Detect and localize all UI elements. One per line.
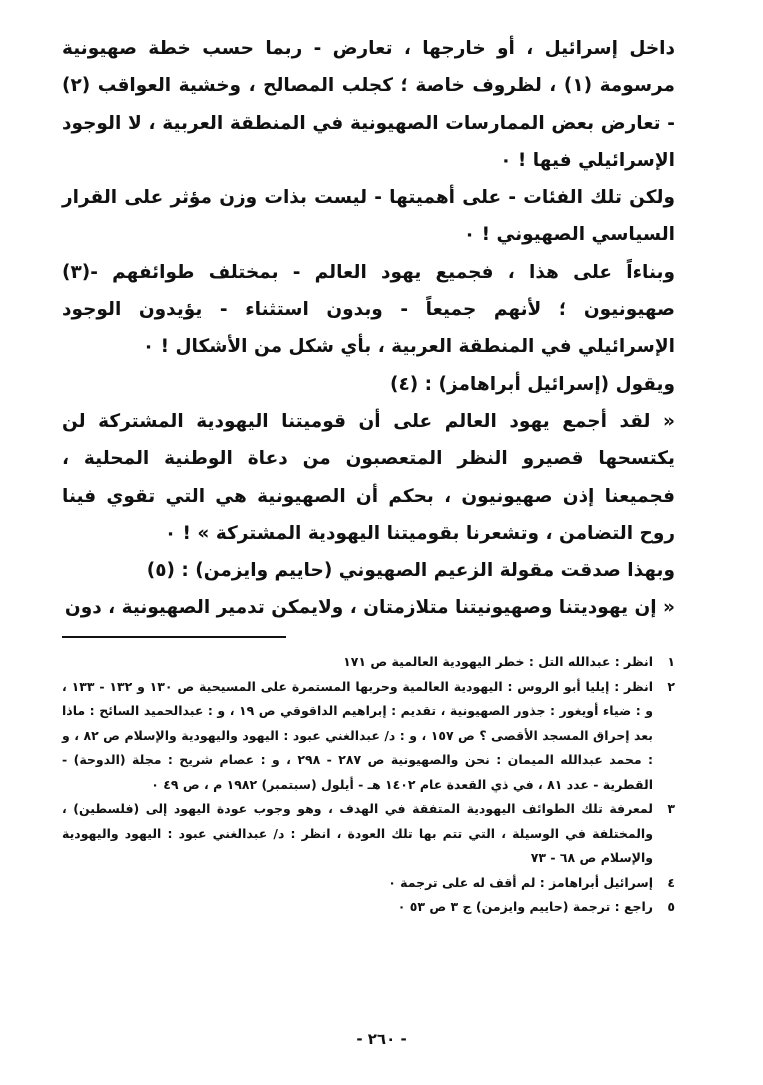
quote-paragraph: « إن يهوديتنا وصهيونيتنا متلازمتان ، ولايمكن تدمير الصهيونية ، دون [64, 597, 675, 619]
footnotes [62, 650, 675, 920]
paragraph: وبهذا صدقت مقولة الزعيم الصهيوني (حاييم وايزمن) : (٥) [146, 560, 675, 582]
footnote-text: انظر : إيليا أبو الروس : اليهودية العالمية وحربها المستمرة على المسيحية ص ١٣٠ و ١٣٢ - ١٣٣ ، و : ضياء أويغور : جذور الصهيونية ، تقديم : إبراهيم الداقوقي ص ١٩ ، و : عبدالحميد السائح : ماذا بعد إحراق المسجد الأقصى ؟ ص ١٥٧ ، و : د/ عبدالغني عبود : اليهود واليهودية والإسلام ص ٨٢ ، و : محمد عبدالله الميمان : نحن والصهيونية ص ٢٨٧ - ٢٩٨ ، و : عصام شريح : مجلة (الدوحة) - القطرية - عدد ٨١ ، في ذي القعدة عام ١٤٠٢ هـ - أيلول (سبتمبر) ١٩٨٢ م ، ص ٤٩ ٠ [62, 678, 653, 792]
paragraph: وبناءاً على هذا ، فجميع يهود العالم - بمختلف طوائفهم -(٣) صهيونيون ؛ لأنهم جميعاً - وبدون استثناء - يؤيدون الوجود الإسرائيلي في المنطقة العربية ، بأي شكل من الأشكال ! ٠ [62, 261, 675, 358]
footnote-number: ١ [667, 654, 675, 669]
main-text [62, 30, 675, 627]
footnote-number: ٢ [667, 678, 675, 694]
footnote-number: ٤ [667, 874, 675, 890]
footnote-text: إسرائيل أبراهامز : لم أقف له على ترجمة ٠ [388, 874, 653, 890]
footnote-text: لمعرفة تلك الطوائف اليهودية المتفقة في الهدف ، وهو وجوب عودة اليهود إلى (فلسطين) ، والمختلفة في الوسيلة ، التي تتم بها تلك العودة ، انظر : د/ عبدالغني عبود : اليهود واليهودية والإسلام ص ٦٨ - ٧٣ [62, 801, 653, 865]
quote-paragraph: « لقد أجمع يهود العالم على أن قوميتنا اليهودية المشتركة لن يكتسحها قصيرو النظر المتعصبون من دعاة الوطنية المحلية ، فجميعنا إذن صهيونيون ، بحكم أن الصهيونية هي التي تقوي فينا روح التضامن ، وتشعرنا بقوميتنا اليهودية المشتركة » ! ٠ [62, 410, 675, 544]
page-number: - ٢٦٠ - [356, 1030, 407, 1048]
paragraph: داخل إسرائيل ، أو خارجها ، تعارض - ربما حسب خطة صهيونية مرسومة (١) ، لظروف خاصة ؛ كجلب المصالح ، وخشية العواقب (٢) - تعارض بعض الممارسات الصهيونية في المنطقة العربية ، لا الوجود الإسرائيلي فيها ! ٠ [62, 38, 676, 171]
paragraph: ولكن تلك الفئات - على أهميتها - ليست بذات وزن مؤثر على القرار السياسي الصهيوني ! ٠ [62, 187, 675, 246]
footnote [62, 675, 675, 798]
footnote [62, 797, 675, 871]
footnote [62, 650, 675, 675]
footnote [62, 895, 675, 920]
footnote-number: ٣ [667, 801, 675, 816]
paragraph: ويقول (إسرائيل أبراهامز) : (٤) [390, 373, 675, 395]
footnote-separator [62, 636, 286, 638]
footnote-text: راجع : ترجمة (حاييم وايزمن) ج ٣ ص ٥٣ ٠ [397, 899, 653, 914]
footnote [62, 871, 675, 896]
footnote-text: انظر : عبدالله التل : خطر اليهودية العالمية ص ١٧١ [343, 654, 653, 669]
footnote-number: ٥ [667, 899, 675, 914]
